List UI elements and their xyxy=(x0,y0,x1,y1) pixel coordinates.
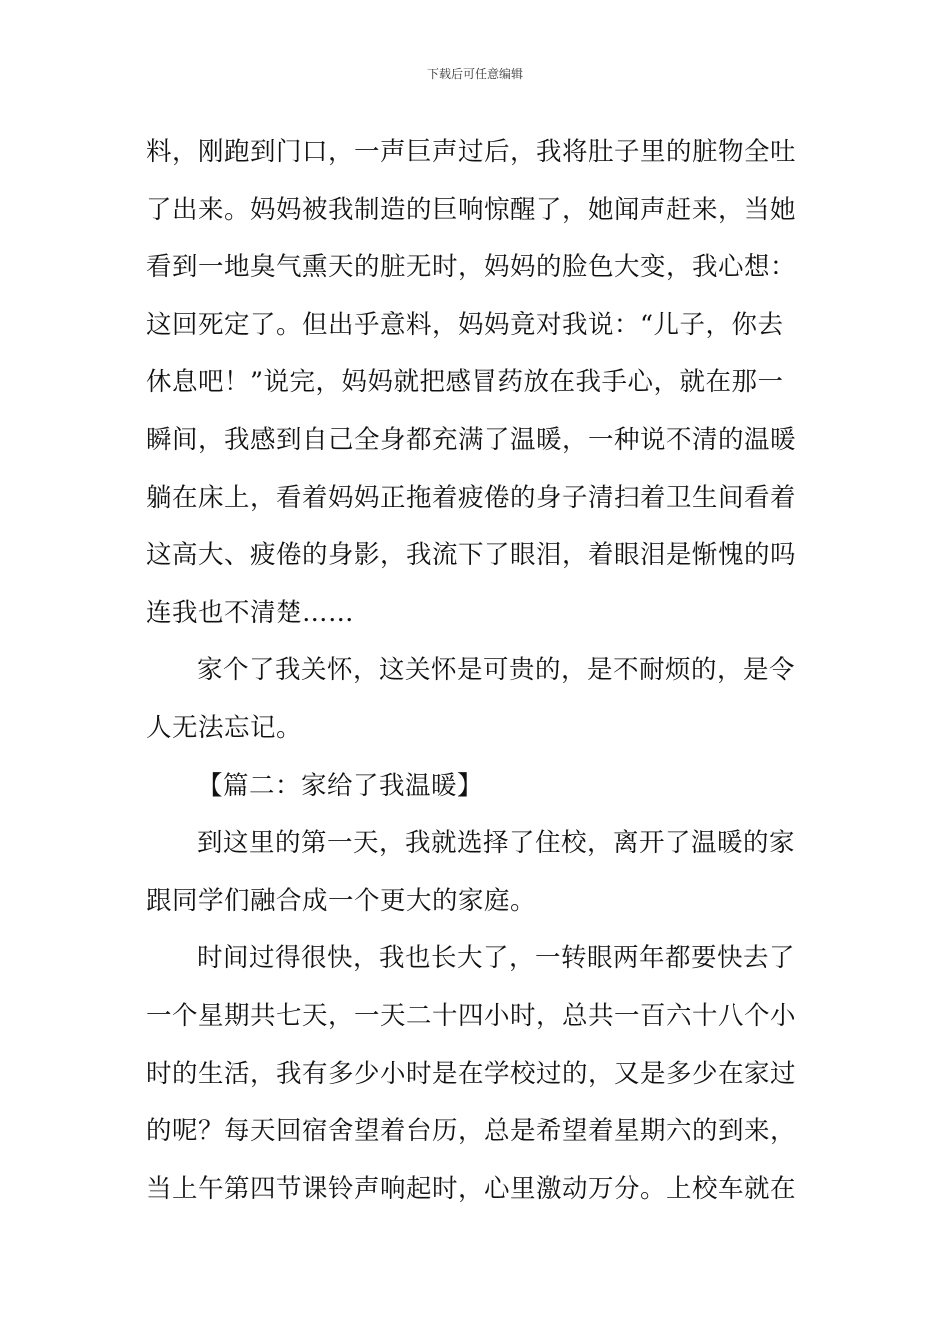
text-line: 当上午第四节课铃声响起时，心里激动万分。上校车就在 xyxy=(146,1173,797,1204)
text-line: 这高大、疲倦的身影，我流下了眼泪，着眼泪是惭愧的吗 xyxy=(146,540,797,571)
text-line: 料，刚跑到门口，一声巨声过后，我将肚子里的脏物全吐 xyxy=(146,137,797,167)
text-line: 一个星期共七天，一天二十四小时，总共一百六十八个小 xyxy=(146,1000,797,1031)
text-line: 家个了我关怀，这关怀是可贵的，是不耐烦的，是令 xyxy=(197,655,796,686)
text-line: 跟同学们融合成一个更大的家庭。 xyxy=(146,885,537,916)
text-line: 这回死定了。但出乎意料，妈妈竟对我说：“儿子，你去 xyxy=(146,309,784,340)
text-line: 躺在床上，看着妈妈正拖着疲倦的身子清扫着卫生间看着 xyxy=(146,482,797,513)
text-line: 时的生活，我有多少小时是在学校过的，又是多少在家过 xyxy=(146,1058,797,1089)
text-line: 到这里的第一天，我就选择了住校，离开了温暖的家 xyxy=(197,828,796,859)
text-line: 瞬间，我感到自己全身都充满了温暖，一种说不清的温暖 xyxy=(146,424,797,455)
text-line: 人无法忘记。 xyxy=(146,712,303,743)
text-line: 连我也不清楚…… xyxy=(146,597,355,628)
text-line: 休息吧！”说完，妈妈就把感冒药放在我手心，就在那一 xyxy=(146,367,784,398)
document-body xyxy=(146,128,826,1222)
text-line: 的呢？每天回宿舍望着台历，总是希望着星期六的到来， xyxy=(146,1116,797,1147)
text-line: 看到一地臭气熏天的脏无时，妈妈的脸色大变，我心想： xyxy=(146,252,797,283)
text-line: 时间过得很快，我也长大了，一转眼两年都要快去了 xyxy=(197,943,796,974)
section-heading: 【篇二：家给了我温暖】 xyxy=(197,770,484,801)
page-header: 下载后可任意编辑 xyxy=(426,67,523,81)
text-line: 了出来。妈妈被我制造的巨响惊醒了，她闻声赶来，当她 xyxy=(146,194,797,225)
